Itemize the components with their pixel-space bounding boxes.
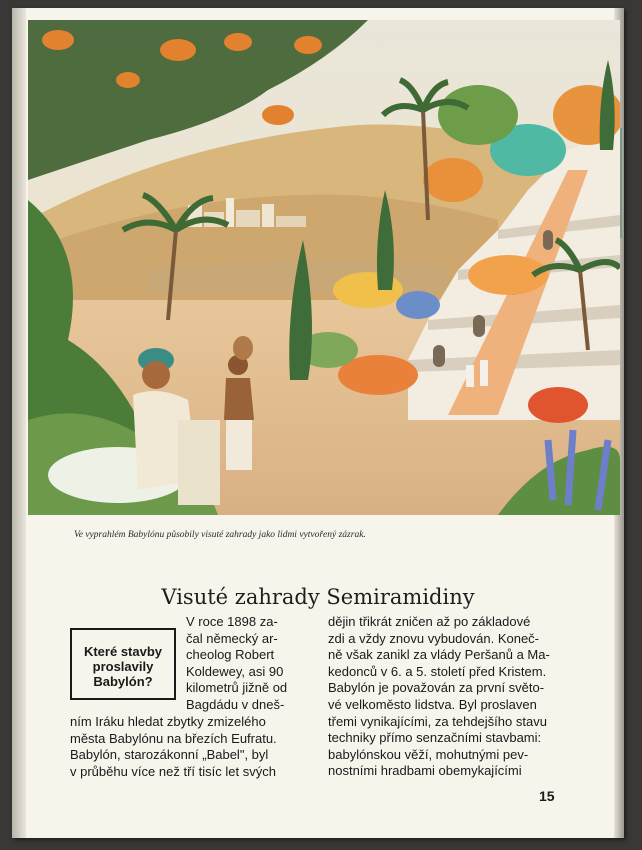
text-line: ně však zanikl za vlády Peršanů a Ma- xyxy=(328,647,550,663)
text-line: města Babylónu na březích Eufratu. xyxy=(70,730,277,746)
book-page xyxy=(12,8,624,838)
text-line: Babylón je považován za první světo- xyxy=(328,680,545,696)
question-line: Babylón? xyxy=(93,674,153,689)
right-column-text xyxy=(328,614,550,780)
left-column-text xyxy=(70,714,277,780)
page-number: 15 xyxy=(539,788,555,804)
intro-paragraph xyxy=(186,614,287,714)
text-line: kilometrů jižně od xyxy=(186,680,288,696)
text-line: dějin třikrát zničen až po základové xyxy=(328,614,531,629)
text-line: kedonců v 6. a 5. století před Kristem. xyxy=(328,663,547,679)
text-line: v průběhu více než tří tisíc let svých xyxy=(70,763,276,779)
text-line: cheolog Robert xyxy=(186,647,275,663)
question-line: Které stavby xyxy=(83,644,163,659)
section-heading: Visuté zahrady Semiramidiny xyxy=(161,585,475,610)
text-line: čal německý ar- xyxy=(186,630,278,646)
text-line: babylónskou věží, mohutnými pev- xyxy=(328,746,529,762)
text-line: Babylón, starozákonní „Babel", byl xyxy=(70,747,269,763)
text-line: třemi vynikajícími, za tehdejšího stavu xyxy=(328,713,547,729)
question-line: proslavily xyxy=(92,659,154,674)
text-line: Koldewey, asi 90 xyxy=(186,663,284,679)
text-line: nostními hradbami obemykajícími xyxy=(328,763,522,779)
text-line: ním Iráku hledat zbytky zmizelého xyxy=(70,714,266,729)
text-line: vé velkoměsto lidstva. Byl proslaven xyxy=(328,696,537,712)
hanging-gardens-illustration xyxy=(28,20,620,515)
question-box xyxy=(70,628,176,700)
text-line: zdi a vždy znovu vybudován. Koneč- xyxy=(328,630,540,646)
text-line: techniky přímo senzačními stavbami: xyxy=(328,730,542,746)
text-line: Bagdádu v dneš- xyxy=(186,696,285,712)
book-spine xyxy=(12,8,26,838)
text-line: V roce 1898 za- xyxy=(186,614,278,629)
illustration-caption: Ve vyprahlém Babylónu působily visuté zahrady jako lidmi vytvořený zázrak. xyxy=(74,530,366,540)
